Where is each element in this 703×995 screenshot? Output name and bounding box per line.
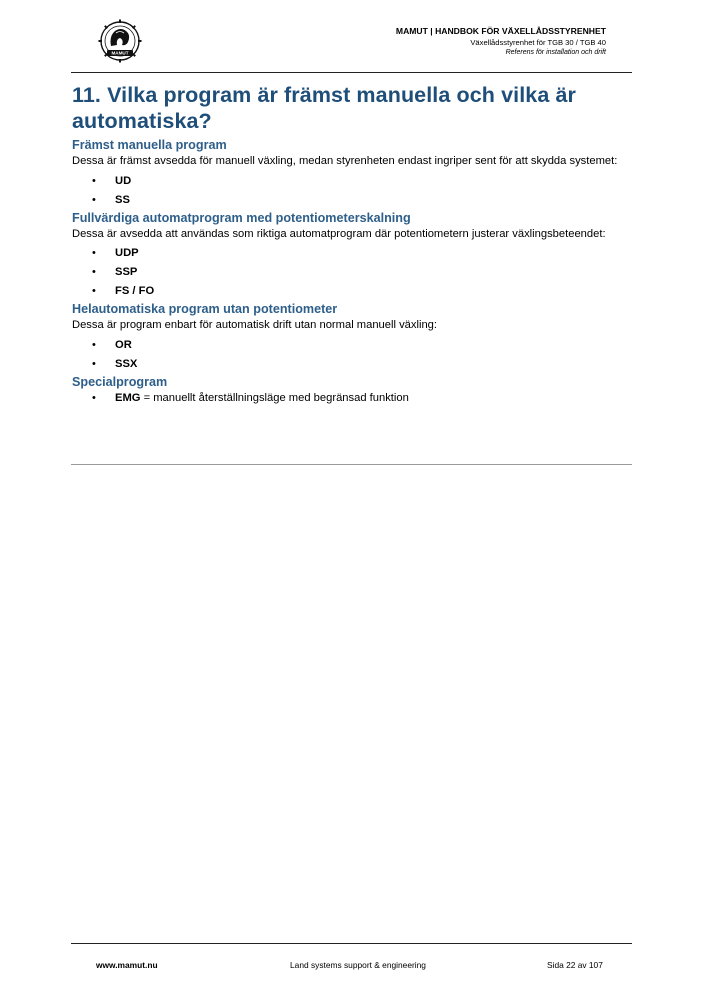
- list-item: [72, 390, 632, 406]
- program-list: [72, 390, 632, 406]
- page-title: 11. Vilka program är främst manuella och vilka är automatiska?: [72, 83, 577, 133]
- header-title: MAMUT | HANDBOK FÖR VÄXELLÅDSSTYRENHET: [395, 26, 606, 36]
- program-list: [72, 336, 632, 374]
- section-manual: [72, 138, 632, 210]
- section-text: Dessa är främst avsedda för manuell växling, medan styrenheten endast ingriper sent för att skydda systemet:: [72, 155, 618, 167]
- program-code: UDP: [115, 247, 139, 259]
- program-code: SS: [115, 193, 130, 206]
- section-automatic-potentiometer: [72, 211, 632, 302]
- mamut-logo-icon: [93, 18, 147, 64]
- footer-divider: [71, 943, 632, 944]
- program-code: SSX: [115, 357, 138, 370]
- program-code: EMG: [115, 391, 141, 404]
- header-reference: Referens för installation och drift: [505, 49, 606, 56]
- section-heading: Helautomatiska program utan potentiometer: [72, 302, 338, 316]
- list-item: [72, 191, 632, 210]
- section-text: Dessa är program enbart för automatisk drift utan normal manuell växling:: [72, 319, 438, 331]
- list-item: [72, 172, 632, 191]
- list-item: [72, 263, 632, 282]
- list-item: [72, 355, 632, 374]
- section-heading: Fullvärdiga automatprogram med potentiometerskalning: [72, 210, 411, 225]
- list-item: [72, 244, 632, 263]
- content-end-divider: [71, 464, 632, 465]
- footer-tagline: Land systems support & engineering: [290, 960, 426, 970]
- main-content: [72, 82, 632, 407]
- program-code: SSP: [115, 266, 138, 278]
- list-item: [72, 282, 632, 301]
- footer-website: www.mamut.nu: [96, 960, 158, 970]
- section-text: Dessa är avsedda att användas som riktiga automatprogram där potentiometern justerar växlingsbeteendet:: [72, 227, 606, 240]
- page-number: Sida 22 av 107: [547, 960, 603, 970]
- section-heading: Specialprogram: [72, 374, 168, 389]
- section-special: [72, 375, 632, 406]
- section-fully-automatic: [72, 302, 632, 374]
- header-divider: [71, 72, 632, 73]
- program-list: [72, 244, 632, 301]
- program-desc: = manuellt återställningsläge med begränsad funktion: [140, 391, 409, 404]
- header-subtitle: Växellådsstyrenhet för TGB 30 / TGB 40: [470, 38, 606, 47]
- list-item: [72, 336, 632, 355]
- program-code: UD: [115, 174, 132, 187]
- program-list: [72, 172, 632, 210]
- program-code: FS / FO: [115, 285, 155, 297]
- section-heading: Främst manuella program: [72, 138, 227, 152]
- logo-text: MAMUT: [111, 50, 129, 56]
- program-code: OR: [115, 338, 132, 351]
- page-header: [396, 26, 606, 58]
